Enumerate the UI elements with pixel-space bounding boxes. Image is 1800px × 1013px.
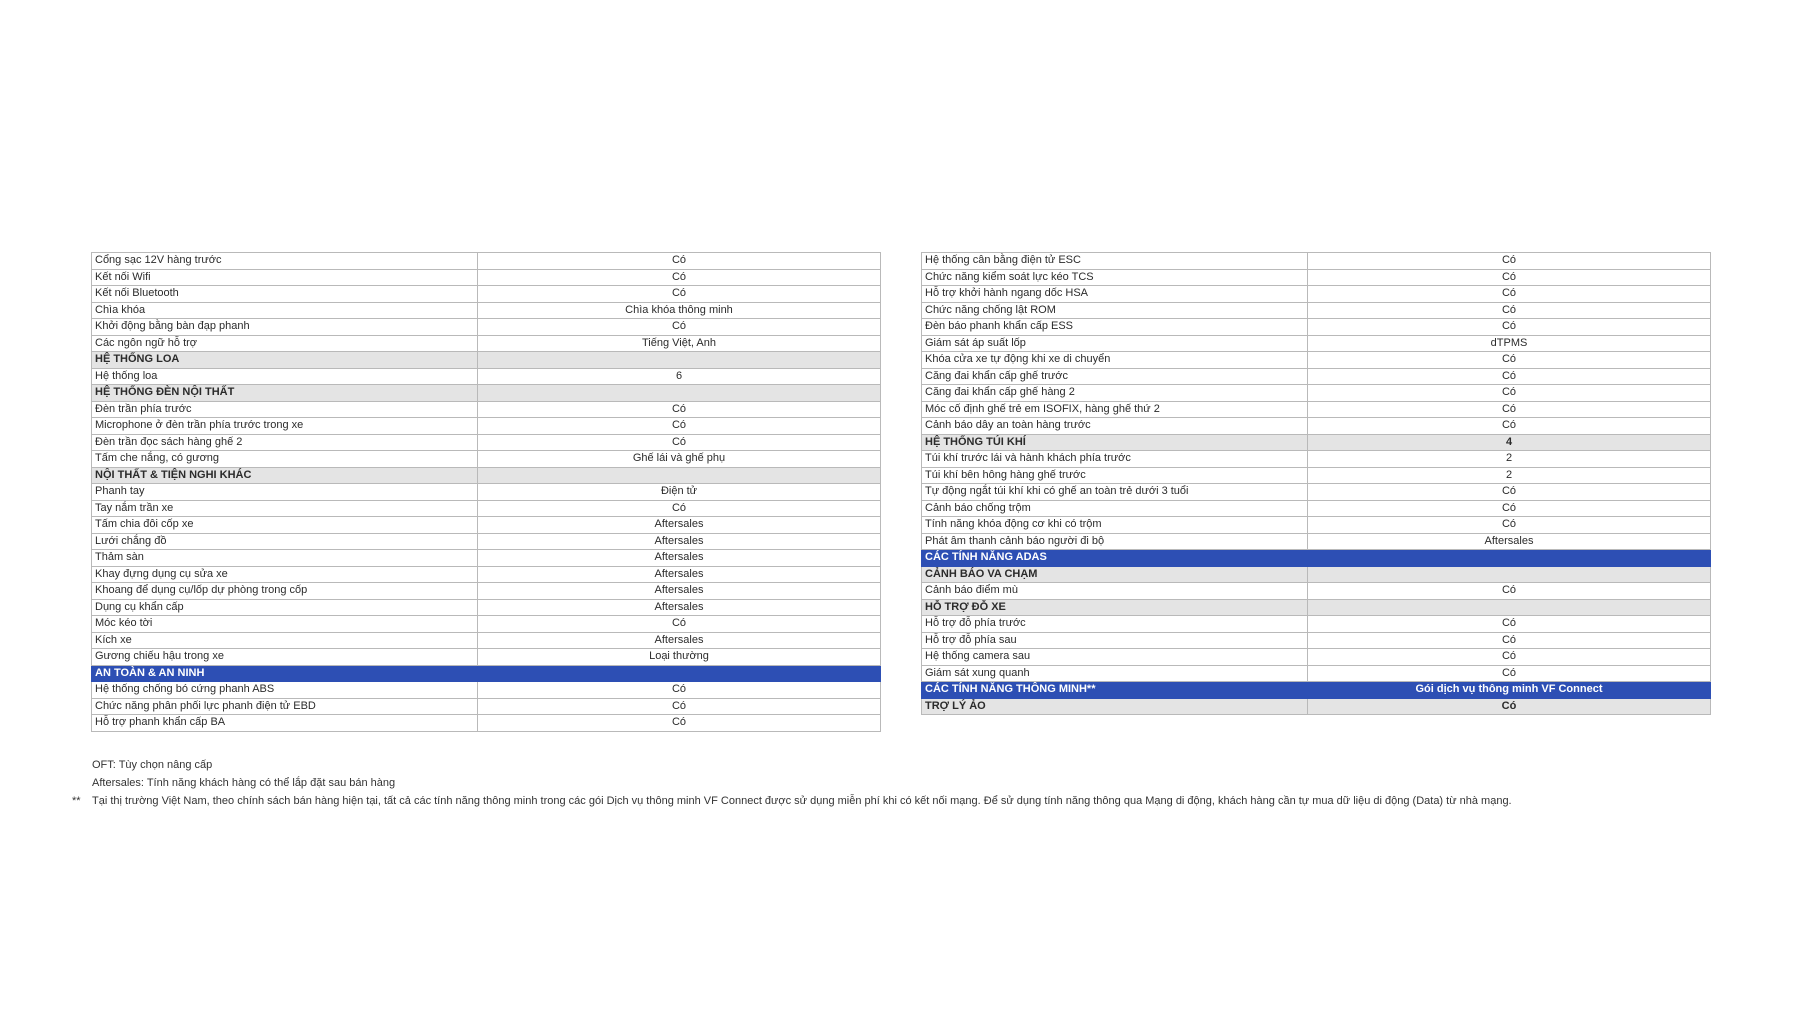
feature-label: Cảnh báo điểm mù xyxy=(922,583,1308,600)
feature-value: Có xyxy=(1308,649,1711,666)
feature-value: Có xyxy=(478,401,881,418)
table-row xyxy=(92,451,881,468)
table-row xyxy=(922,467,1711,484)
footnote-mark: ** xyxy=(72,795,81,807)
feature-label: CÁC TÍNH NĂNG ADAS xyxy=(922,550,1308,567)
table-row xyxy=(92,517,881,534)
feature-label: AN TOÀN & AN NINH xyxy=(92,665,478,682)
table-row xyxy=(92,286,881,303)
table-row xyxy=(922,451,1711,468)
feature-value: Aftersales xyxy=(478,583,881,600)
table-row xyxy=(92,583,881,600)
feature-value: Gói dịch vụ thông minh VF Connect xyxy=(1308,682,1711,699)
table-row xyxy=(92,500,881,517)
feature-value: Có xyxy=(478,434,881,451)
feature-label: Căng đai khẩn cấp ghế trước xyxy=(922,368,1308,385)
feature-value xyxy=(1308,566,1711,583)
table-row xyxy=(92,434,881,451)
feature-label: Hệ thống cân bằng điện tử ESC xyxy=(922,253,1308,270)
feature-value: Có xyxy=(1308,269,1711,286)
feature-label: Tính năng khóa động cơ khi có trộm xyxy=(922,517,1308,534)
feature-value: Có xyxy=(1308,319,1711,336)
table-row xyxy=(92,682,881,699)
feature-value: Có xyxy=(1308,385,1711,402)
category-header-row xyxy=(92,665,881,682)
table-row xyxy=(922,269,1711,286)
feature-label: Túi khí bên hông hàng ghế trước xyxy=(922,467,1308,484)
section-header-row xyxy=(922,698,1711,715)
table-row xyxy=(922,368,1711,385)
feature-value: Loại thường xyxy=(478,649,881,666)
feature-value: Có xyxy=(1308,500,1711,517)
feature-label: TRỢ LÝ ẢO xyxy=(922,698,1308,715)
feature-value: Ghế lái và ghế phụ xyxy=(478,451,881,468)
footnotes xyxy=(72,756,1512,810)
feature-label: Hỗ trợ phanh khẩn cấp BA xyxy=(92,715,478,732)
table-row xyxy=(92,715,881,732)
table-row xyxy=(922,335,1711,352)
footnote-oft-text: OFT: Tùy chọn nâng cấp xyxy=(92,759,213,771)
feature-value: Aftersales xyxy=(478,632,881,649)
feature-label: Giám sát xung quanh xyxy=(922,665,1308,682)
feature-value: Có xyxy=(1308,484,1711,501)
table-row xyxy=(92,368,881,385)
section-header-row xyxy=(922,566,1711,583)
table-row xyxy=(922,500,1711,517)
table-row xyxy=(922,253,1711,270)
feature-value: Có xyxy=(478,698,881,715)
feature-value: Có xyxy=(478,253,881,270)
feature-value xyxy=(478,352,881,369)
feature-value: Có xyxy=(478,715,881,732)
spec-table-left-body xyxy=(92,253,881,732)
footnote-oft xyxy=(72,756,1512,774)
feature-label: Đèn trần đọc sách hàng ghế 2 xyxy=(92,434,478,451)
feature-label: Chức năng kiểm soát lực kéo TCS xyxy=(922,269,1308,286)
feature-value: Có xyxy=(478,682,881,699)
feature-label: Đèn báo phanh khẩn cấp ESS xyxy=(922,319,1308,336)
feature-value xyxy=(1308,550,1711,567)
section-header-row xyxy=(92,352,881,369)
feature-value: 2 xyxy=(1308,467,1711,484)
feature-label: Dụng cụ khẩn cấp xyxy=(92,599,478,616)
table-row xyxy=(922,484,1711,501)
footnote-vf-connect xyxy=(72,792,1512,810)
feature-value: Có xyxy=(478,500,881,517)
feature-label: Phát âm thanh cảnh báo người đi bộ xyxy=(922,533,1308,550)
table-row xyxy=(922,533,1711,550)
table-row xyxy=(922,616,1711,633)
feature-value: Có xyxy=(1308,665,1711,682)
footnote-aftersales xyxy=(72,774,1512,792)
feature-value: Tiếng Việt, Anh xyxy=(478,335,881,352)
category-header-row xyxy=(922,682,1711,699)
table-row xyxy=(92,698,881,715)
feature-value xyxy=(478,467,881,484)
feature-value: Có xyxy=(478,616,881,633)
table-row xyxy=(922,286,1711,303)
section-header-row xyxy=(92,467,881,484)
feature-label: Khởi động bằng bàn đạp phanh xyxy=(92,319,478,336)
feature-value: Điện tử xyxy=(478,484,881,501)
spec-table-left xyxy=(91,252,881,732)
feature-label: Cổng sạc 12V hàng trước xyxy=(92,253,478,270)
table-row xyxy=(922,517,1711,534)
table-row xyxy=(92,566,881,583)
feature-label: Túi khí trước lái và hành khách phía trước xyxy=(922,451,1308,468)
feature-label: Tự động ngắt túi khí khi có ghế an toàn trẻ dưới 3 tuổi xyxy=(922,484,1308,501)
feature-value: Aftersales xyxy=(478,550,881,567)
feature-value: Có xyxy=(1308,401,1711,418)
feature-value: Có xyxy=(1308,253,1711,270)
feature-label: Kết nối Wifi xyxy=(92,269,478,286)
table-row xyxy=(92,599,881,616)
feature-label: Hệ thống loa xyxy=(92,368,478,385)
table-row xyxy=(92,253,881,270)
feature-label: Kích xe xyxy=(92,632,478,649)
feature-label: Hỗ trợ đỗ phía trước xyxy=(922,616,1308,633)
feature-value xyxy=(478,665,881,682)
table-row xyxy=(92,484,881,501)
feature-label: Đèn trần phía trước xyxy=(92,401,478,418)
feature-value xyxy=(1308,599,1711,616)
feature-value: Có xyxy=(1308,352,1711,369)
spec-table-right xyxy=(921,252,1711,715)
feature-label: Chức năng phân phối lực phanh điện tử EBD xyxy=(92,698,478,715)
feature-value: Chìa khóa thông minh xyxy=(478,302,881,319)
feature-label: Móc cố định ghế trẻ em ISOFIX, hàng ghế thứ 2 xyxy=(922,401,1308,418)
feature-value: Có xyxy=(1308,698,1711,715)
feature-label: Thảm sàn xyxy=(92,550,478,567)
table-row xyxy=(92,401,881,418)
table-row xyxy=(922,583,1711,600)
table-row xyxy=(92,269,881,286)
feature-value: Có xyxy=(478,286,881,303)
table-row xyxy=(922,302,1711,319)
feature-value: Có xyxy=(1308,632,1711,649)
feature-label: Khoang để dụng cụ/lốp dự phòng trong cốp xyxy=(92,583,478,600)
table-row xyxy=(92,302,881,319)
feature-label: Căng đai khẩn cấp ghế hàng 2 xyxy=(922,385,1308,402)
feature-label: HỆ THỐNG TÚI KHÍ xyxy=(922,434,1308,451)
feature-value: dTPMS xyxy=(1308,335,1711,352)
feature-label: Gương chiếu hậu trong xe xyxy=(92,649,478,666)
feature-value: Có xyxy=(1308,517,1711,534)
table-row xyxy=(922,352,1711,369)
feature-label: Chức năng chống lật ROM xyxy=(922,302,1308,319)
feature-label: Kết nối Bluetooth xyxy=(92,286,478,303)
feature-label: Hệ thống camera sau xyxy=(922,649,1308,666)
table-row xyxy=(922,649,1711,666)
table-row xyxy=(92,649,881,666)
feature-value: 6 xyxy=(478,368,881,385)
feature-value: Có xyxy=(1308,286,1711,303)
feature-label: Tay nắm trần xe xyxy=(92,500,478,517)
feature-label: Các ngôn ngữ hỗ trợ xyxy=(92,335,478,352)
spec-table-right-body xyxy=(922,253,1711,715)
feature-label: NỘI THẤT & TIỆN NGHI KHÁC xyxy=(92,467,478,484)
feature-label: Phanh tay xyxy=(92,484,478,501)
section-header-row xyxy=(92,385,881,402)
feature-value: Aftersales xyxy=(478,566,881,583)
feature-value: Aftersales xyxy=(478,517,881,534)
table-row xyxy=(922,401,1711,418)
table-row xyxy=(922,385,1711,402)
feature-value: Có xyxy=(1308,616,1711,633)
feature-value: Aftersales xyxy=(1308,533,1711,550)
section-header-row xyxy=(922,599,1711,616)
section-header-row xyxy=(922,434,1711,451)
feature-label: HỆ THỐNG LOA xyxy=(92,352,478,369)
feature-value: 2 xyxy=(1308,451,1711,468)
feature-value: Aftersales xyxy=(478,599,881,616)
table-row xyxy=(922,632,1711,649)
feature-label: Hỗ trợ khởi hành ngang dốc HSA xyxy=(922,286,1308,303)
feature-label: Móc kéo tời xyxy=(92,616,478,633)
feature-label: Khay đựng dụng cụ sửa xe xyxy=(92,566,478,583)
feature-label: HỖ TRỢ ĐỖ XE xyxy=(922,599,1308,616)
feature-label: CẢNH BÁO VA CHẠM xyxy=(922,566,1308,583)
table-row xyxy=(92,319,881,336)
feature-label: Hệ thống chống bó cứng phanh ABS xyxy=(92,682,478,699)
feature-label: Tấm chia đôi cốp xe xyxy=(92,517,478,534)
feature-value: Có xyxy=(1308,583,1711,600)
feature-label: Cảnh báo chống trộm xyxy=(922,500,1308,517)
feature-value: Aftersales xyxy=(478,533,881,550)
feature-value: Có xyxy=(478,319,881,336)
feature-value: Có xyxy=(1308,302,1711,319)
table-row xyxy=(922,319,1711,336)
feature-value: Có xyxy=(478,418,881,435)
table-row xyxy=(922,418,1711,435)
feature-label: Chìa khóa xyxy=(92,302,478,319)
table-row xyxy=(92,418,881,435)
feature-label: CÁC TÍNH NĂNG THÔNG MINH** xyxy=(922,682,1308,699)
feature-label: Lưới chắng đồ xyxy=(92,533,478,550)
feature-label: Tấm che nắng, có gương xyxy=(92,451,478,468)
category-header-row xyxy=(922,550,1711,567)
table-row xyxy=(922,665,1711,682)
feature-value: 4 xyxy=(1308,434,1711,451)
table-row xyxy=(92,632,881,649)
feature-value xyxy=(478,385,881,402)
feature-label: Microphone ở đèn trần phía trước trong xe xyxy=(92,418,478,435)
feature-value: Có xyxy=(1308,368,1711,385)
feature-label: Cảnh báo dây an toàn hàng trước xyxy=(922,418,1308,435)
table-row xyxy=(92,533,881,550)
table-row xyxy=(92,550,881,567)
footnote-vf-connect-text: Tại thị trường Việt Nam, theo chính sách bán hàng hiện tại, tất cả các tính năng thông minh trong các gói Dịch vụ thông minh VF Connect được sử dụng miễn phí khi có kết nối mạng. Để sử dụng tính năng thông qua Mạng di động, khách hàng cần tự mua dữ liệu di động (Data) từ nhà mạng. xyxy=(92,795,1512,807)
feature-label: Hỗ trợ đỗ phía sau xyxy=(922,632,1308,649)
feature-label: HỆ THỐNG ĐÈN NỘI THẤT xyxy=(92,385,478,402)
feature-label: Khóa cửa xe tự động khi xe di chuyển xyxy=(922,352,1308,369)
feature-label: Giám sát áp suất lốp xyxy=(922,335,1308,352)
footnote-aftersales-text: Aftersales: Tính năng khách hàng có thể lắp đặt sau bán hàng xyxy=(92,777,396,789)
feature-value: Có xyxy=(478,269,881,286)
table-row xyxy=(92,335,881,352)
feature-value: Có xyxy=(1308,418,1711,435)
table-row xyxy=(92,616,881,633)
